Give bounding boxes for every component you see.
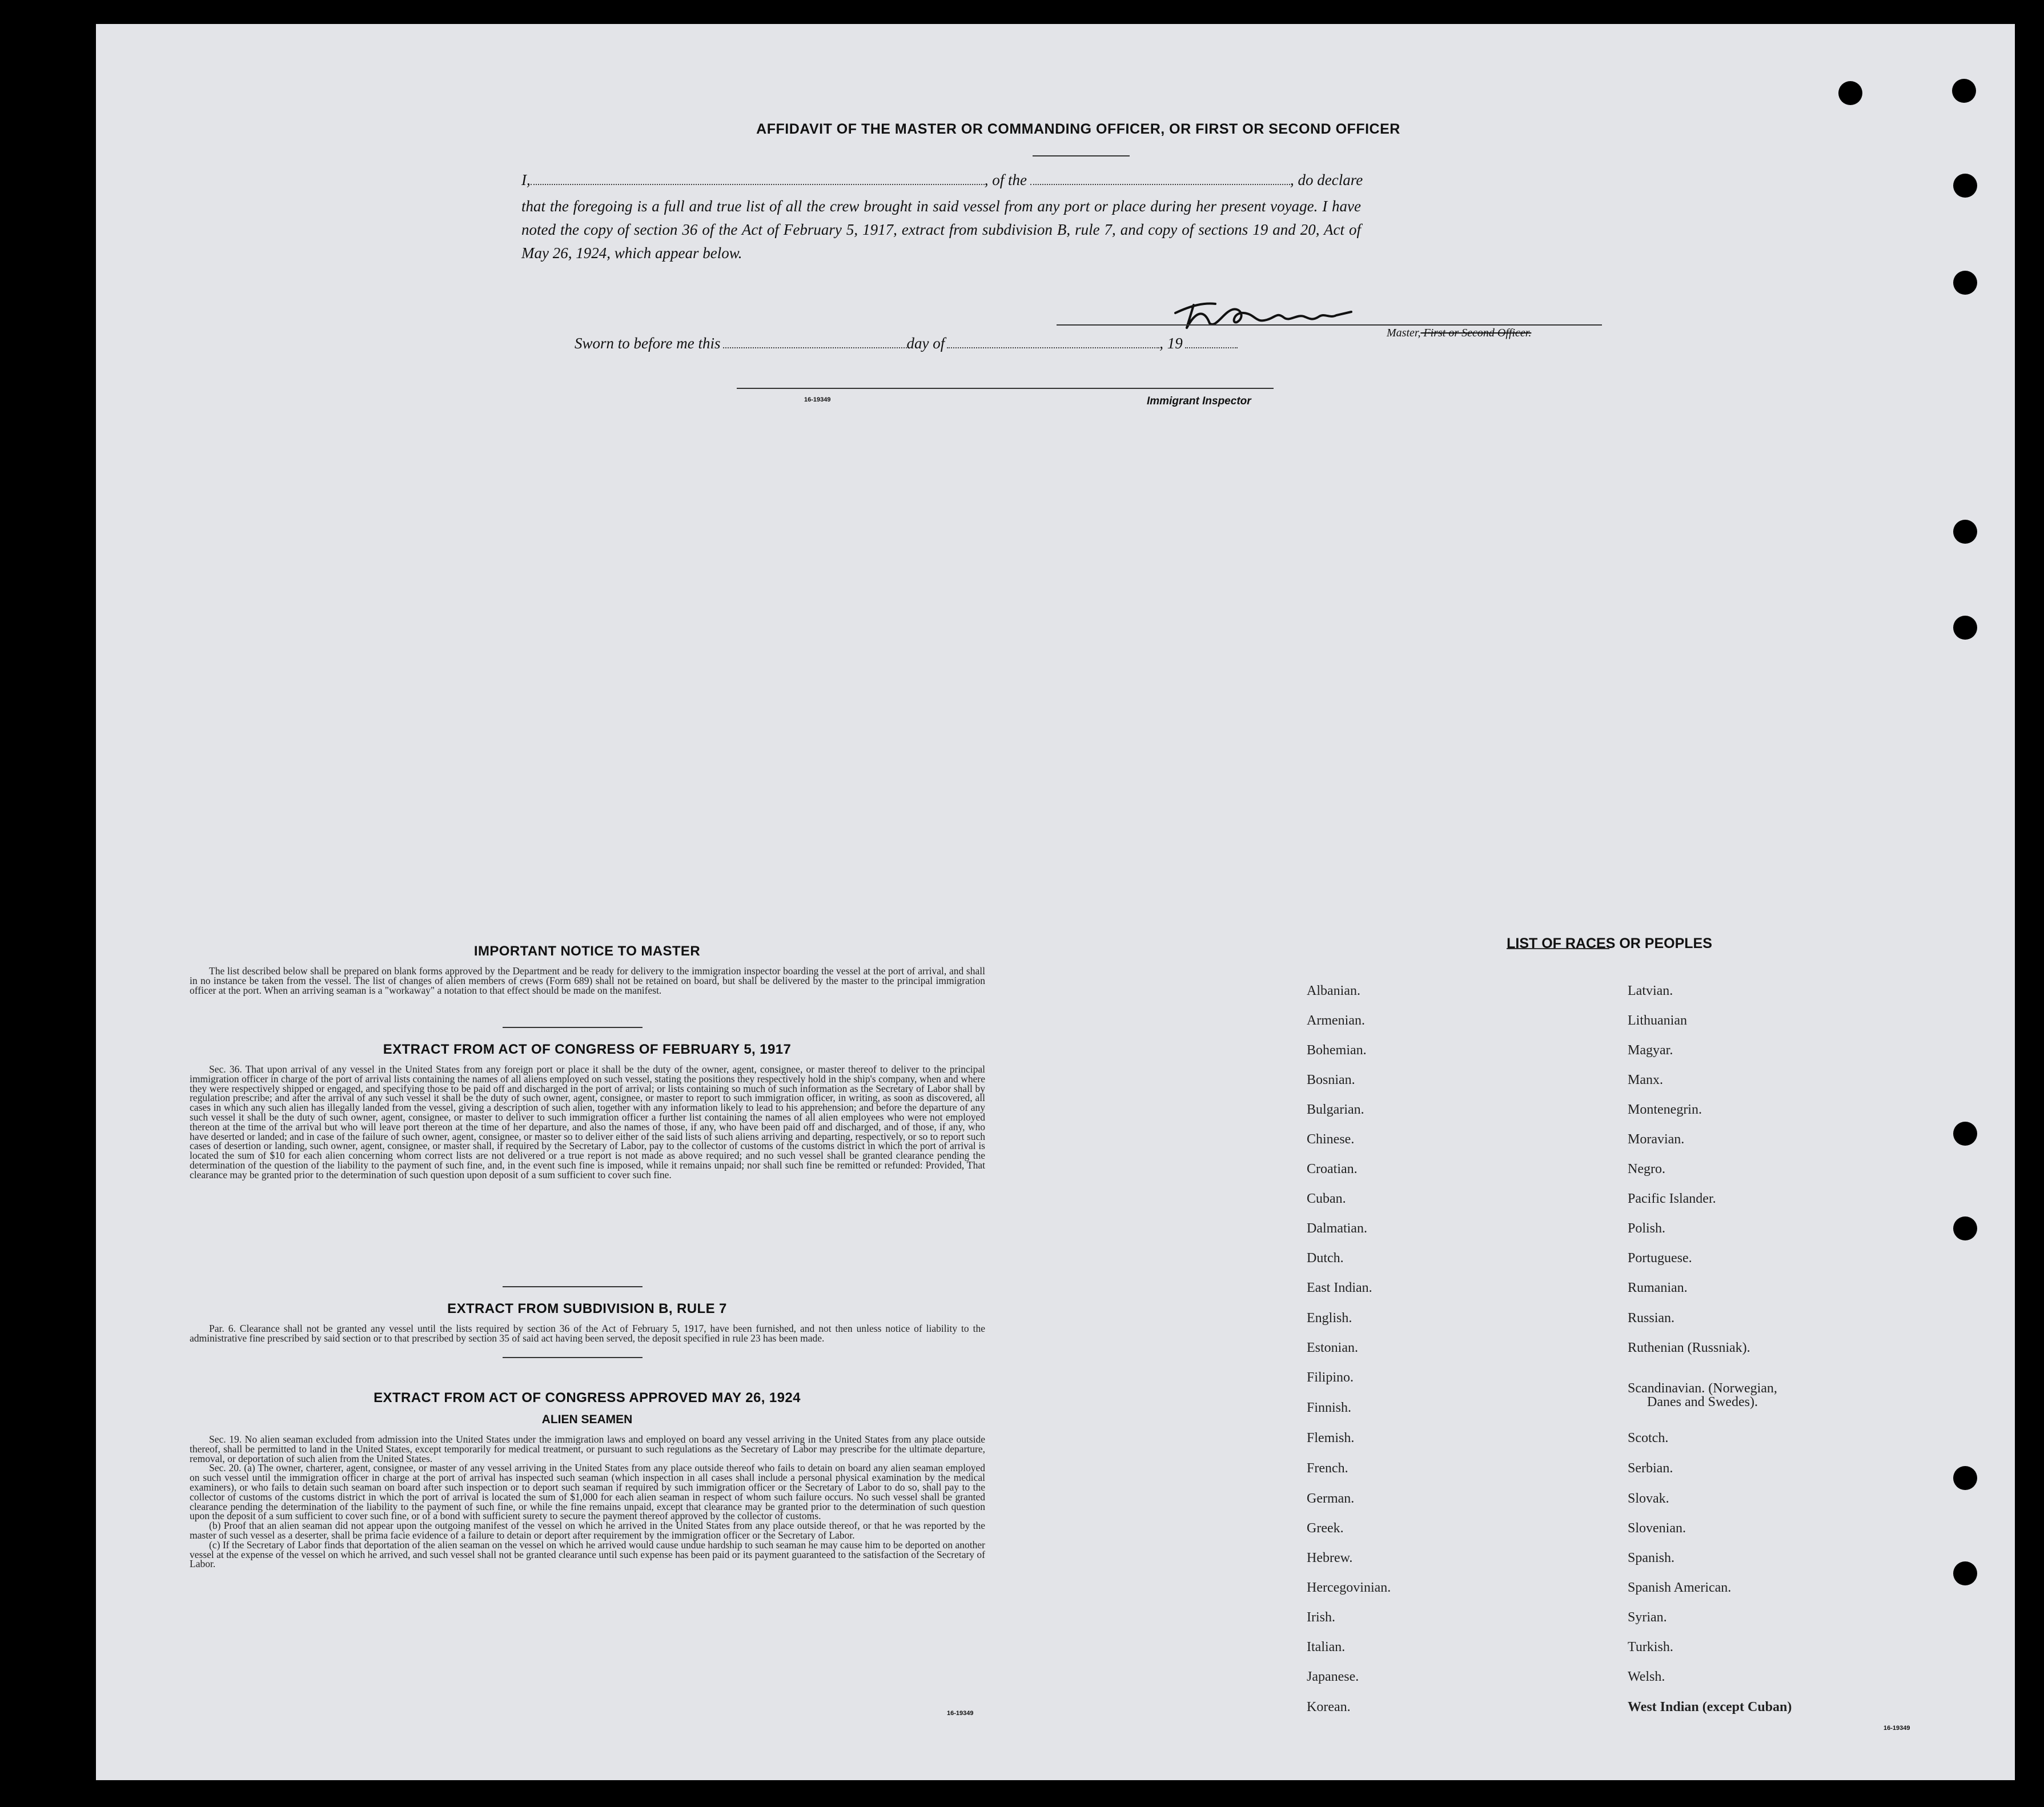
punch-hole [1953, 1561, 1977, 1585]
race-item: Croatian. [1307, 1162, 1358, 1176]
race-item: Filipino. [1307, 1370, 1354, 1385]
form-number: 16-19349 [947, 1710, 974, 1717]
notice-text [190, 966, 985, 995]
races-right-column [1628, 961, 1947, 1726]
race-item: Dutch. [1307, 1251, 1344, 1266]
day-blank[interactable] [723, 347, 907, 348]
struck-officer-label: First or Second Officer. [1420, 327, 1532, 339]
race-item: Dalmatian. [1307, 1221, 1367, 1236]
sworn-label: Sworn to before me this [575, 335, 721, 352]
form-number: 16-19349 [1884, 1725, 1910, 1732]
races-title-underline [1507, 948, 1609, 949]
name-blank[interactable] [531, 184, 985, 185]
punch-hole [1838, 81, 1862, 105]
punch-hole [1953, 1216, 1977, 1240]
race-item: Albanian. [1307, 983, 1360, 998]
punch-hole [1953, 1122, 1977, 1146]
race-item: Slovenian. [1628, 1521, 1686, 1536]
extract-rule7-title: EXTRACT FROM SUBDIVISION B, RULE 7 [447, 1301, 727, 1316]
race-item: Flemish. [1307, 1431, 1355, 1445]
race-item: Serbian. [1628, 1461, 1673, 1476]
race-item: French. [1307, 1461, 1348, 1476]
sec20a-paragraph: Sec. 20. (a) The owner, charterer, agent, consignee, or master of any vessel arriving in the United States from any place outside thereof who fails to detain on board any alien seaman employed on such vessel until the immigration officer in charge at the port of arrival has inspected such seaman (which inspection in all cases shall include a personal physical examination by the medical examiners), or who fails to detain such seaman on board after such inspection or to deport such seaman if required by such immigration officer or the Secretary of Labor to do so, shall pay to the collector of customs of the customs district in which the port of arrival is located the sum of $1,000 for each alien seaman in respect of whom such failure occurs. No such vessel shall be granted clearance pending the determination of the liability to the payment of such fine, or while the fine remains unpaid, except that clearance may be granted prior to the determination of such question upon the deposit of a sum sufficient to cover such fine, or of a bond with sufficient surety to secure the payment thereof approved by the collector of customs. [190, 1462, 985, 1522]
race-item: East Indian. [1307, 1280, 1372, 1295]
race-item: Montenegrin. [1628, 1102, 1702, 1117]
affidavit-body: that the foregoing is a full and true list of all the crew brought in said vessel from any port or place during her present voyage. I have noted the copy of section 36 of the Act of February 5, 1917, extract from subdivision B, rule 7, and copy of sections 19 and 20, Act of May 26, 1924, which appear below. [521, 198, 1361, 262]
extract-1924-text [190, 1435, 985, 1569]
race-item: Moravian. [1628, 1132, 1685, 1147]
punch-hole [1953, 174, 1977, 198]
vessel-blank[interactable] [1030, 184, 1290, 185]
sec20b-paragraph: (b) Proof that an alien seaman did not appear upon the outgoing manifest of the vessel on which he arrived in the United States from any place outside thereof, or that he was reported by the master of such vessel as a deserter, shall be prima facie evidence of a failure to detain or deport after requirement by the immigration officer or the Secretary of Labor. [190, 1520, 985, 1541]
race-item: Chinese. [1307, 1132, 1355, 1147]
race-item: English. [1307, 1311, 1352, 1326]
races-title: LIST OF RACES OR PEOPLES [1507, 935, 1712, 951]
par6-paragraph: Par. 6. Clearance shall not be granted any vessel until the lists required by section 36 of the Act of February 5, 1917, have been furnished, and not then unless notice of liability to the administrative fine prescribed by said section or to that prescribed by section 35 of said act having been served, the deposit specified in rule 23 has been made. [190, 1323, 985, 1344]
race-item: Armenian. [1307, 1013, 1365, 1028]
year-blank[interactable] [1185, 347, 1238, 348]
race-item: Korean. [1307, 1700, 1351, 1714]
punch-hole [1953, 616, 1977, 640]
race-item: Latvian. [1628, 983, 1673, 998]
document-page [96, 24, 2015, 1780]
extract-1924-title: EXTRACT FROM ACT OF CONGRESS APPROVED MAY 26, 1924 [374, 1390, 801, 1406]
race-item: Turkish. [1628, 1640, 1673, 1655]
inspector-label: Immigrant Inspector [1147, 395, 1251, 407]
do-declare-label: , do declare [1290, 171, 1363, 188]
punch-hole [1952, 79, 1976, 103]
affidavit-declaration-line [521, 171, 1361, 189]
of-the-label: , of the [984, 171, 1027, 188]
sec36-paragraph: Sec. 36. That upon arrival of any vessel in the United States from any foreign port or place it shall be the duty of the owner, agent, consignee, or master thereof to deliver to the principal immigration officer in charge of the port of arrival lists containing the names of all aliens employed on such vessel, stating the positions they respectively hold in the ship's company, when and where they were respectively shipped or engaged, and specifying those to be paid off and discharged in the port of arrival; or lists containing so much of such information as the Secretary of Labor shall by regulation prescribe; and after the arrival of any such vessel it shall be the duty of such owner, agent, consignee, or master to report to such immigration officer, in writing, as soon as discovered, all cases in which any such alien has illegally landed from the vessel, giving a description of such alien, together with any information likely to lead to his apprehension; and before the departure of any such vessel it shall be the duty of such owner, agent, consignee, or master to deliver to such immigration officer a further list containing the names of all alien employees who were not employed thereon at the time of the arrival but who will leave port thereon at the time of her departure, and also the names of those, if any, who have been paid off and discharged, and of those, if any, who have deserted or landed; and in case of the failure of such owner, agent, consignee, or master so to deliver either of the said lists of such aliens arriving and departing, respectively, or so to report such cases of desertion or landing, such owner, agent, consignee, or master shall, if required by the Secretary of Labor, pay to the collector of customs of the customs district in which the port of arrival is located the sum of $10 for each alien concerning whom correct lists are not delivered or a true report is not made as above required; and no such vessel shall be granted clearance pending the determination of the question of the liability to the payment of such fine, and, in the event such fine is imposed, while it remains unpaid; nor shall such fine be remitted or refunded: Provided, That clearance may be granted prior to the determination of such question upon deposit of a sum sufficient to cover such fine. [190, 1063, 985, 1180]
race-item: Portuguese. [1628, 1251, 1692, 1266]
sec20c-paragraph: (c) If the Secretary of Labor finds that deportation of the alien seaman on the vessel on which he arrived would cause undue hardship to such seaman he may cause him to be deported on another vessel at the expense of the vessel on which he arrived, and such vessel shall not be granted clearance until such expense has been paid or its payment guaranteed to the satisfaction of the Secretary of Labor. [190, 1539, 985, 1570]
sec19-paragraph: Sec. 19. No alien seaman excluded from admission into the United States under the immigration laws and employed on board any vessel arriving in the United States from any place outside thereof, shall be permitted to land in the United States, except temporarily for medical treatment, or pursuant to such regulations as the Secretary of Labor may prescribe for the ultimate departure, removal, or deportation of such alien from the United States. [190, 1433, 985, 1464]
race-item: Cuban. [1307, 1191, 1346, 1206]
race-item: Spanish. [1628, 1551, 1675, 1565]
section-divider [503, 1027, 642, 1028]
race-item: Bosnian. [1307, 1073, 1355, 1087]
race-item: Rumanian. [1628, 1280, 1688, 1295]
inspector-line [737, 388, 1274, 389]
month-blank[interactable] [947, 347, 1159, 348]
master-signature [1170, 295, 1358, 335]
race-item: West Indian (except Cuban) [1628, 1700, 1792, 1714]
race-item: Syrian. [1628, 1610, 1667, 1625]
i-label: I, [521, 171, 531, 188]
race-item: Hebrew. [1307, 1551, 1353, 1565]
race-item: Negro. [1628, 1162, 1665, 1176]
punch-hole [1953, 1466, 1977, 1490]
race-item: Slovak. [1628, 1491, 1669, 1506]
notice-title: IMPORTANT NOTICE TO MASTER [473, 943, 701, 959]
race-item: Greek. [1307, 1521, 1344, 1536]
signature-line [1057, 324, 1602, 326]
race-item: Bohemian. [1307, 1043, 1367, 1058]
race-item: Pacific Islander. [1628, 1191, 1716, 1206]
day-of-label: day of [906, 335, 945, 352]
race-item: Scotch. [1628, 1431, 1669, 1445]
race-item: Hercegovinian. [1307, 1580, 1391, 1595]
race-item: Finnish. [1307, 1400, 1352, 1415]
extract-rule7-text [190, 1324, 985, 1343]
extract-1917-title: EXTRACT FROM ACT OF CONGRESS OF FEBRUARY 5, 1917 [383, 1042, 792, 1057]
race-item-continuation: Danes and Swedes). [1647, 1395, 1758, 1410]
race-item: Scandinavian. (Norwegian, [1628, 1381, 1777, 1396]
section-divider [503, 1357, 642, 1358]
race-item: German. [1307, 1491, 1355, 1506]
alien-seamen-subtitle: ALIEN SEAMEN [541, 1413, 633, 1426]
extract-1917-text [190, 1065, 985, 1180]
master-label: Master, [1387, 327, 1421, 339]
race-item: Estonian. [1307, 1340, 1358, 1355]
race-item: Manx. [1628, 1073, 1663, 1087]
race-item: Irish. [1307, 1610, 1335, 1625]
race-item: Welsh. [1628, 1669, 1665, 1684]
affidavit-title: AFFIDAVIT OF THE MASTER OR COMMANDING OFFICER, OR FIRST OR SECOND OFFICER [756, 121, 1400, 137]
punch-hole [1953, 271, 1977, 295]
race-item: Polish. [1628, 1221, 1666, 1236]
race-item: Bulgarian. [1307, 1102, 1364, 1117]
race-item: Lithuanian [1628, 1013, 1687, 1028]
notice-paragraph: The list described below shall be prepared on blank forms approved by the Department and be ready for delivery to the immigration inspector boarding the vessel at the port of arrival, and shall in no instance be taken from the vessel. The list of changes of alien members of crews (Form 689) shall not be retained on board, but shall be delivered by the master to the principal immigration officer at the port. When an arriving seaman is a "workaway" a notation to that effect should be made on the manifest. [190, 965, 985, 996]
race-item: Russian. [1628, 1311, 1675, 1326]
races-left-column [1307, 961, 1592, 1726]
race-item: Spanish American. [1628, 1580, 1732, 1595]
race-item: Japanese. [1307, 1669, 1359, 1684]
year-prefix: , 19 [1159, 335, 1183, 352]
sworn-line [575, 335, 1238, 352]
section-divider [503, 1286, 642, 1287]
race-item: Ruthenian (Russniak). [1628, 1340, 1750, 1355]
race-item: Magyar. [1628, 1043, 1673, 1058]
punch-hole [1953, 520, 1977, 544]
master-title-label [1387, 327, 1531, 340]
form-number: 16-19349 [804, 396, 831, 403]
race-item: Italian. [1307, 1640, 1346, 1655]
title-underline [1033, 155, 1130, 156]
